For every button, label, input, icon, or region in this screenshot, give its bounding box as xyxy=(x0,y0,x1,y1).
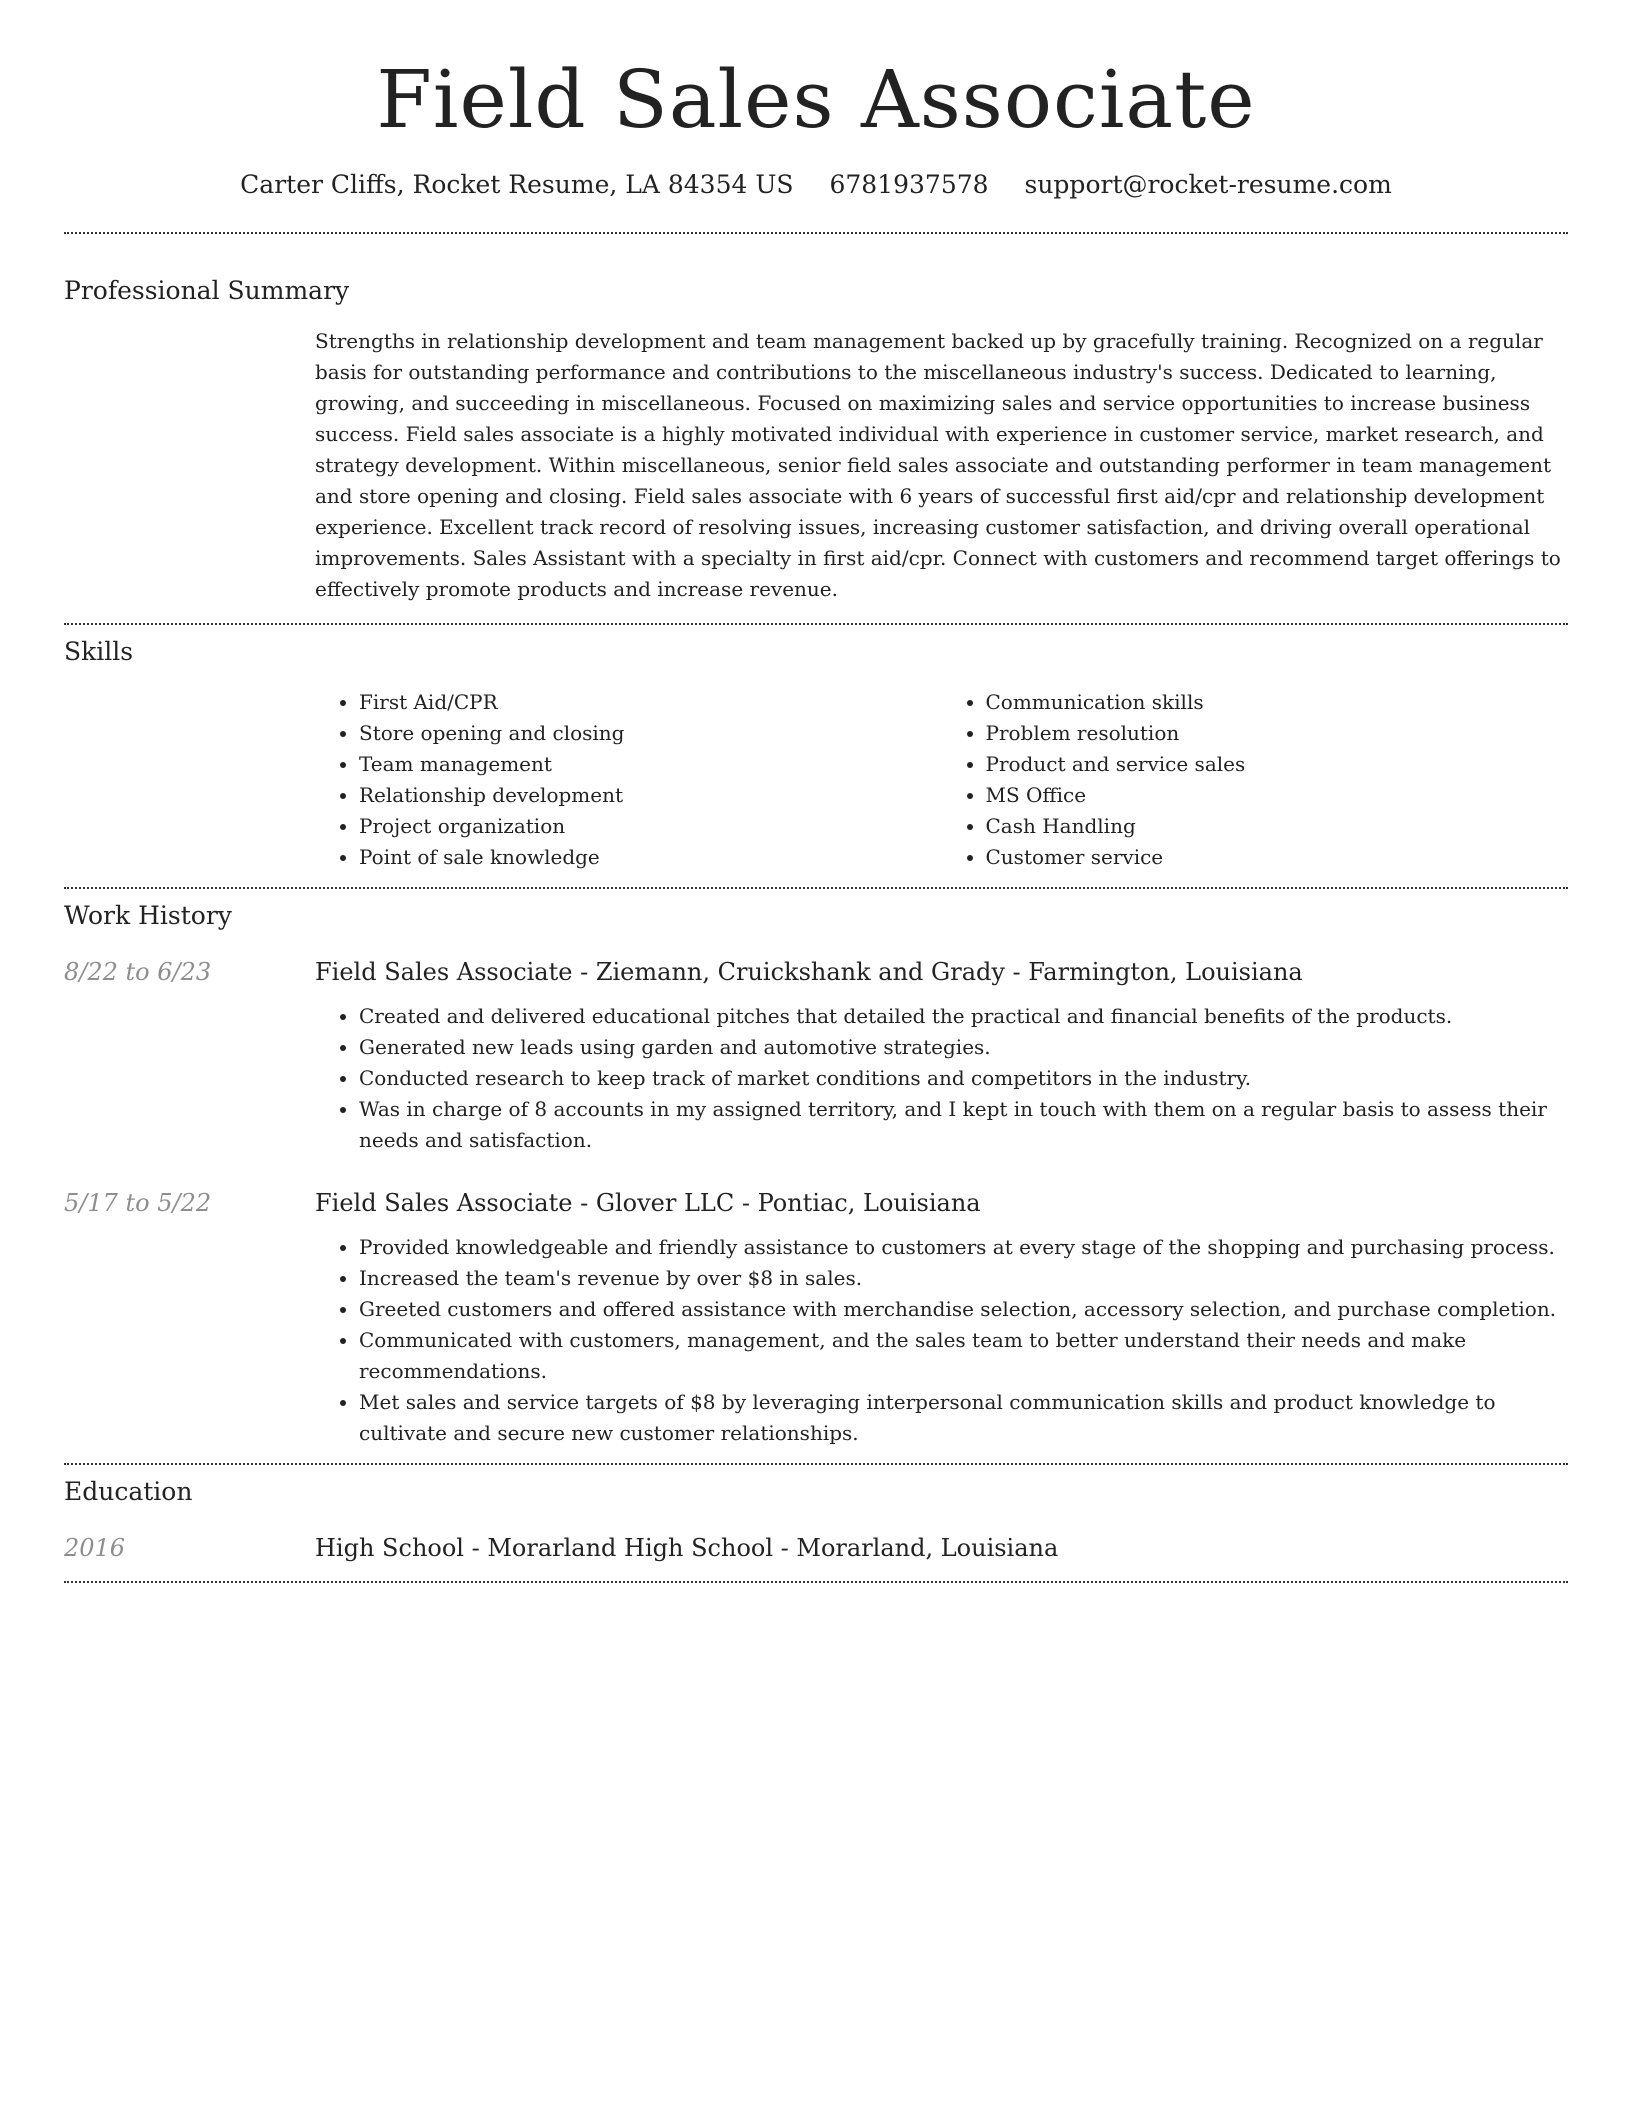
section-title-skills: Skills xyxy=(64,637,134,666)
skill-item: • Customer service xyxy=(986,842,1569,873)
education-entry-body xyxy=(315,1531,1568,1565)
education-section xyxy=(64,1475,1568,1565)
work-date: 5/17 to 5/22 xyxy=(64,1189,212,1217)
section-title-summary: Professional Summary xyxy=(64,276,350,305)
resume-name: Field Sales Associate xyxy=(376,53,1256,146)
skill-item: • Relationship development xyxy=(359,780,942,811)
divider xyxy=(64,1463,1568,1465)
contact-phone: 6781937578 xyxy=(829,170,989,199)
work-entry-body xyxy=(315,1186,1568,1449)
contact-address: Carter Cliffs, Rocket Resume, LA 84354 US xyxy=(240,170,794,199)
skill-item: • Product and service sales xyxy=(986,749,1569,780)
education-date: 2016 xyxy=(64,1534,126,1562)
summary-text: Strengths in relationship development and team management backed up by gracefully training. Recognized on a regular basis for outstanding performance and contributions to the miscellaneous industry's success. Dedicated to learning, growing, and succeeding in miscellaneous. Focused on maximizing sales and service opportunities to increase business success. Field sales associate is a highly motivated individual with experience in customer service, market research, and strategy development. Within miscellaneous, senior field sales associate and outstanding performer in team management and store opening and closing. Field sales associate with 6 years of successful first aid/cpr and relationship development experience. Excellent track record of resolving issues, increasing customer satisfaction, and driving overall operational improvements. Sales Assistant with a specialty in first aid/cpr. Connect with customers and recommend target offerings to effectively promote products and increase revenue. xyxy=(315,329,1561,601)
work-bullet: • Increased the team's revenue by over $8 in sales. xyxy=(359,1263,1568,1294)
education-heading: High School - Morarland High School - Morarland, Louisiana xyxy=(315,1534,1059,1562)
work-bullets xyxy=(315,1232,1568,1449)
skill-item: • Point of sale knowledge xyxy=(359,842,942,873)
divider xyxy=(64,623,1568,625)
work-section xyxy=(64,899,1568,1463)
skill-item: • Problem resolution xyxy=(986,718,1569,749)
work-bullet: • Conducted research to keep track of market conditions and competitors in the industry. xyxy=(359,1063,1568,1094)
work-entry xyxy=(64,1186,1568,1449)
work-heading: Field Sales Associate - Ziemann, Cruickshank and Grady - Farmington, Louisiana xyxy=(315,958,1303,986)
skills-grid xyxy=(315,687,1568,873)
skill-item: • Cash Handling xyxy=(986,811,1569,842)
skill-item: • First Aid/CPR xyxy=(359,687,942,718)
section-title-education: Education xyxy=(64,1477,193,1506)
skill-item: • MS Office xyxy=(986,780,1569,811)
work-bullet: • Met sales and service targets of $8 by leveraging interpersonal communication skills and product knowledge to cultivate and secure new customer relationships. xyxy=(359,1387,1568,1449)
section-title-work: Work History xyxy=(64,901,232,930)
work-bullet: • Provided knowledgeable and friendly assistance to customers at every stage of the shopping and purchasing process. xyxy=(359,1232,1568,1263)
divider xyxy=(64,232,1568,234)
divider xyxy=(64,887,1568,889)
education-entry xyxy=(64,1531,1568,1565)
skill-item: • Store opening and closing xyxy=(359,718,942,749)
work-bullet: • Created and delivered educational pitches that detailed the practical and financial benefits of the products. xyxy=(359,1001,1568,1032)
work-entry-body xyxy=(315,955,1568,1156)
work-entry xyxy=(64,955,1568,1156)
work-bullet: • Was in charge of 8 accounts in my assigned territory, and I kept in touch with them on a regular basis to assess their needs and satisfaction. xyxy=(359,1094,1568,1156)
work-bullets xyxy=(315,1001,1568,1156)
skills-section xyxy=(64,635,1568,873)
skills-list-left xyxy=(315,687,942,873)
resume-page xyxy=(64,0,1568,1583)
divider xyxy=(64,1581,1568,1583)
skill-item: • Communication skills xyxy=(986,687,1569,718)
skills-list-right xyxy=(942,687,1569,873)
skill-item: • Project organization xyxy=(359,811,942,842)
contact-line xyxy=(64,168,1568,202)
contact-email: support@rocket-resume.com xyxy=(1024,170,1392,199)
work-date: 8/22 to 6/23 xyxy=(64,958,212,986)
work-bullet: • Communicated with customers, management, and the sales team to better understand their needs and make recommendations. xyxy=(359,1325,1568,1387)
summary-section xyxy=(64,274,1568,605)
work-bullet: • Generated new leads using garden and automotive strategies. xyxy=(359,1032,1568,1063)
work-heading: Field Sales Associate - Glover LLC - Pontiac, Louisiana xyxy=(315,1189,981,1217)
skill-item: • Team management xyxy=(359,749,942,780)
work-bullet: • Greeted customers and offered assistance with merchandise selection, accessory selection, and purchase completion. xyxy=(359,1294,1568,1325)
